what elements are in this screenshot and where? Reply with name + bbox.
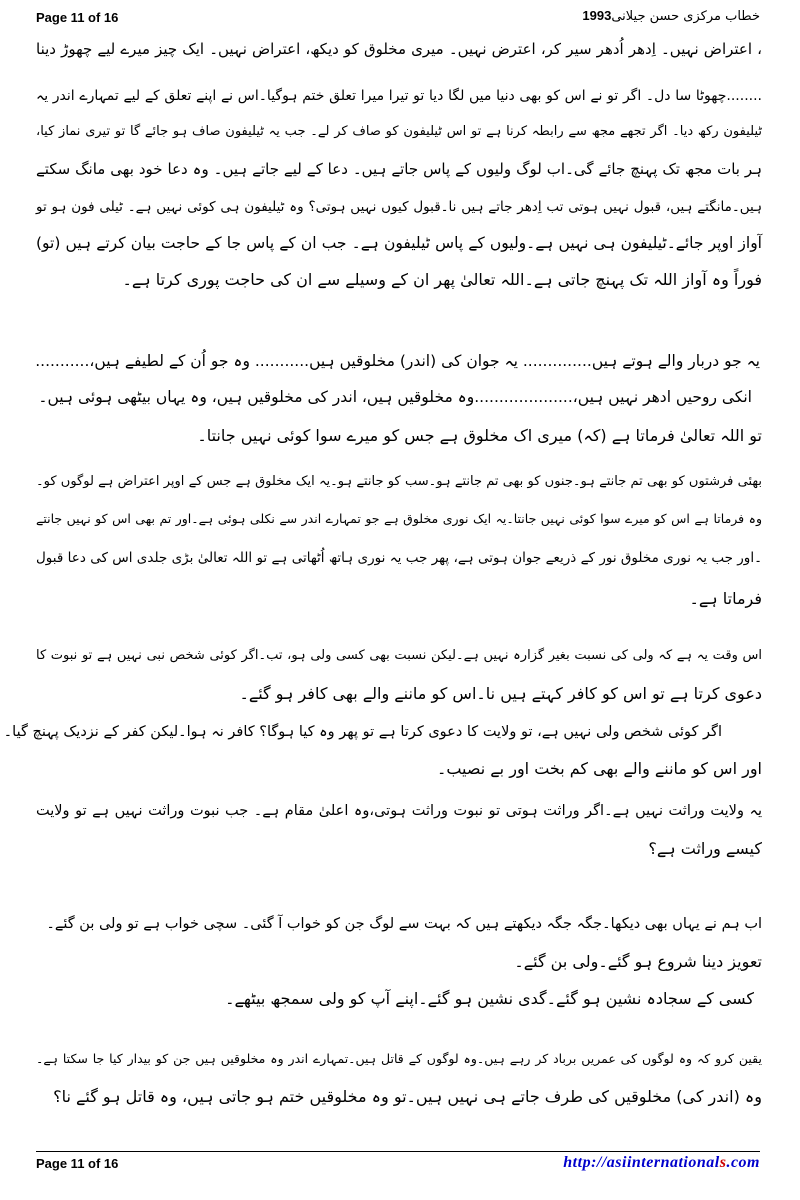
footer-page-number: Page 11 of 16 [36, 1156, 119, 1171]
footer-website-link[interactable] [563, 1154, 760, 1172]
footer-url-prefix: http://asiinternational [563, 1154, 720, 1171]
text-line: ۔اور جب یہ نوری مخلوق نور کے ذریعے جوان ہوتی ہے، پھر جب یہ نوری ہاتھ اُٹھاتی ہے تو اللہ تعالیٰ بڑی جلدی اس کی دعا قبول [36, 550, 762, 566]
text-line: کسی کے سجادہ نشین ہو گئے۔گدی نشین ہو گئے۔اپنے آپ کو ولی سمجھ بیٹھے۔ [225, 989, 754, 1008]
document-body [3, 0, 762, 1140]
text-line: تعویز دینا شروع ہو گئے۔ولی بن گئے۔ [514, 952, 762, 971]
header-page-number: Page 11 of 16 [36, 10, 119, 25]
text-line: تو اللہ تعالیٰ فرماتا ہے (کہ) میری اک مخلوق ہے جس کو میرے سوا کوئی نہیں جانتا۔ [197, 426, 762, 445]
footer-url-suffix: .com [726, 1154, 760, 1171]
text-line: ہر بات مجھ تک پہنچ جائے گی۔اب لوگ ولیوں کے پاس جاتے ہیں۔ دعا کے لیے جاتے ہیں۔ وہ دعا خود بھی مانگ سکتے [36, 160, 762, 178]
text-line: یہ ولایت وراثت نہیں ہے۔اگر وراثت ہوتی تو نبوت وراثت ہوتی،وہ اعلیٰ مقام ہے۔ جب نبوت وراثت نہیں ہے تو ولایت [36, 803, 762, 819]
text-line: اس وقت یہ ہے کہ ولی کی نسبت بغیر گزارہ نہیں ہے۔لیکن نسبت بھی کسی ولی ہو، تب۔اگر کوئی شخص نبی نہیں ہے تو نبوت کا [36, 648, 762, 663]
text-line: کیسے وراثت ہے؟ [648, 839, 762, 858]
text-line: یہ جو دربار والے ہوتے ہیں.............. یہ جوان کی (اندر) مخلوقیں ہیں........... وہ جو اُن کے لطیفے ہیں،........... [35, 352, 760, 370]
text-line: یقین کرو کہ وہ لوگوں کی عمریں برباد کر رہے ہیں۔وہ لوگوں کے قاتل ہیں۔تمہارے اندر وہ مخلوقیں ہیں جن کو بیدار کیا جا سکتا ہے۔ [36, 1051, 762, 1066]
text-line: ، اعتراض نہیں۔ اِدھر اُدھر سیر کر، اعترض نہیں۔ میری مخلوق کو دیکھ، اعتراض نہیں۔ ایک چیز میرے لیے چھوڑ دینا [36, 40, 762, 58]
footer-divider [36, 1151, 760, 1152]
header-title-text: خطاب مرکزی حسن جیلانی [611, 9, 760, 24]
text-line: ہیں۔مانگتے ہیں، قبول نہیں ہوتی تب اِدھر جاتے ہیں نا۔قبول کیوں نہیں ہوتی؟ وہ ٹیلیفون ہی کوئی نہیں ہے۔ ٹیلی فون ہو تو [36, 199, 762, 215]
text-line: اب ہم نے یہاں بھی دیکھا۔جگہ جگہ دیکھتے ہیں کہ بہت سے لوگ جن کو خواب آ گئی۔ سچی خواب ہے تو ولی بن گئے۔ [46, 916, 762, 932]
text-line: اگر کوئی شخص ولی نہیں ہے، تو ولایت کا دعوی کرتا ہے تو پھر وہ کیا ہوگا؟ کافر نہ ہوا۔لیکن کفر کے نزدیک پہنچ گیا۔ [3, 724, 722, 740]
text-line: وہ (اندر کی) مخلوقیں کی طرف جاتے ہی نہیں ہیں۔تو وہ مخلوقیں ختم ہو جاتی ہیں، وہ قاتل ہو گئے نا؟ [53, 1087, 762, 1106]
text-line: اور اس کو ماننے والے بھی کم بخت اور بے نصیب۔ [436, 759, 762, 778]
text-line: دعوی کرتا ہے تو اس کو کافر کہتے ہیں نا۔اس کو ماننے والے بھی کافر ہو گئے۔ [239, 684, 762, 703]
text-line: آواز اوپر جائے۔ٹیلیفون ہی نہیں ہے۔ولیوں کے پاس ٹیلیفون ہے۔ جب ان کے پاس جا کے حاجت بیان کرتے ہیں (تو) [36, 234, 762, 252]
header-year: 1993 [582, 8, 612, 23]
text-line: بھئی فرشتوں کو بھی تم جانتے ہو۔جنوں کو بھی تم جانتے ہو۔سب کو جانتے ہو۔یہ ایک مخلوق ہے جس کے اوپر اعتراض ہے لوگوں کو۔ [36, 474, 762, 489]
text-line: وہ فرماتا ہے اس کو میرے سوا کوئی نہیں جانتا۔یہ ایک نوری مخلوق ہے جو تمہارے اندر سے نکلی ہوئی ہے۔اور تم بھی اس کو نہیں جانتے [36, 511, 762, 526]
text-line: انکی روحیں ادھر نہیں ہیں،....................وہ مخلوقیں ہیں، اندر کی مخلوقیں ہیں، وہ یہاں بیٹھی ہوئی ہیں۔ [38, 388, 752, 406]
text-line: فرماتا ہے۔ [689, 589, 762, 608]
text-line: ٹیلیفون رکھ دیا۔ اگر تجھے مجھ سے رابطہ کرنا ہے تو اس ٹیلیفون کو صاف کر لے۔ جب یہ ٹیلیفون صاف ہو جائے گا تو تیری نماز کیا، [36, 124, 762, 139]
footer-url-accent: s [719, 1154, 727, 1171]
text-line: ........چھوٹا سا دل۔ اگر تو نے اس کو بھی دنیا میں لگا دیا تو تیرا میرا تعلق ختم ہوگیا۔اس نے اپنے تعلق کے لیے تمہارے اندر یہ [36, 88, 762, 104]
text-line: فوراً وہ آواز اللہ تک پہنچ جاتی ہے۔اللہ تعالیٰ پھر ان کے وسیلے سے ان کی حاجت پوری کرتا ہے۔ [122, 270, 762, 289]
